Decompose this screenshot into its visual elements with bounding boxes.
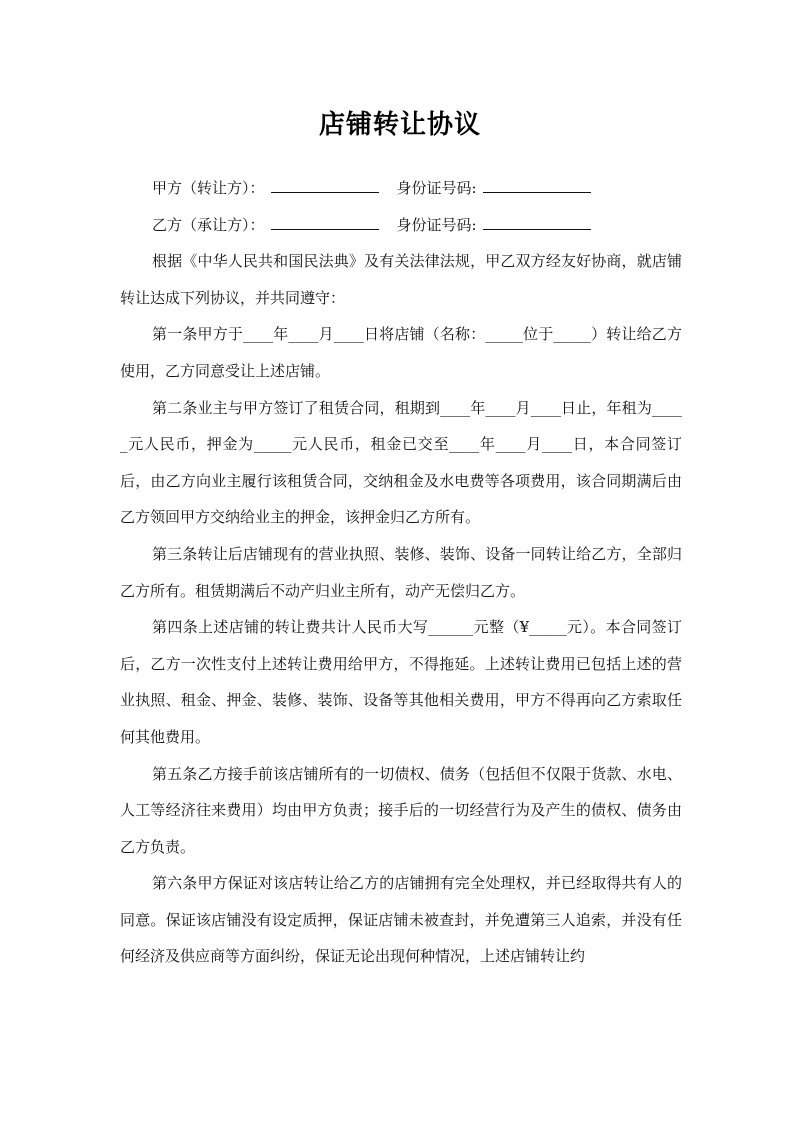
party-b-id-blank — [483, 209, 591, 230]
document-title: 店铺转让协议 — [318, 110, 481, 140]
party-a-id-label: 身份证号码: — [396, 179, 477, 197]
party-b-field — [152, 207, 379, 244]
article-5-paragraph: 第五条乙方接手前该店铺所有的一切债权、债务（包括但不仅限于货款、水电、人工等经济往来费用）均由甲方负责；接手后的一切经营行为及产生的债权、债务由乙方负责。 — [120, 764, 682, 856]
party-a-name-blank — [271, 172, 379, 193]
party-b-id-field — [397, 207, 591, 244]
party-a-line — [120, 170, 682, 207]
document-body — [120, 170, 682, 975]
party-a-id-field — [397, 170, 591, 207]
party-a-field — [152, 170, 379, 207]
preamble-paragraph: 根据《中华人民共和国民法典》及有关法律法规，甲乙双方经友好协商，就店铺转让达成下列协议，并共同遵守： — [120, 252, 682, 307]
party-b-label: 乙方（承让方）： — [152, 215, 265, 234]
article-3-paragraph: 第三条转让后店铺现有的营业执照、装修、装饰、设备一同转让给乙方，全部归乙方所有。租赁期满后不动产归业主所有，动产无偿归乙方。 — [120, 544, 682, 600]
party-a-label: 甲方（转让方）： — [152, 179, 265, 197]
article-1-paragraph: 第一条甲方于____年____月____日将店铺（名称：_____位于_____）转让给乙方使用，乙方同意受让上述店铺。 — [120, 325, 682, 380]
party-b-line — [120, 207, 682, 244]
party-b-id-label: 身份证号码: — [396, 215, 477, 234]
party-a-id-blank — [483, 172, 591, 193]
article-2-paragraph: 第二条业主与甲方签订了租赁合同，租期到____年____月____日止，年租为_____元人民币，押金为_____元人民币，租金已交至____年____月____日，本合同签订后，由乙方向业主履行该租赁合同，交纳租金及水电费等各项费用，该合同期满后由乙方领回甲方交纳给业主的押金，该押金归乙方所有。 — [120, 398, 682, 527]
article-6-paragraph: 第六条甲方保证对该店转让给乙方的店铺拥有完全处理权，并已经取得共有人的同意。保证该店铺没有设定质押，保证店铺未被查封，并免遭第三人追索，并没有任何经济及供应商等方面纠纷，保证无论出现何种情况，上述店铺转让约 — [120, 874, 682, 966]
party-b-name-blank — [271, 209, 379, 230]
article-4-paragraph: 第四条上述店铺的转让费共计人民币大写______元整（¥_____元）。本合同签订后，乙方一次性支付上述转让费用给甲方，不得拖延。上述转让费用已包括上述的营业执照、租金、押金、装修、装饰、设备等其他相关费用，甲方不得再向乙方索取任何其他费用。 — [120, 618, 682, 746]
